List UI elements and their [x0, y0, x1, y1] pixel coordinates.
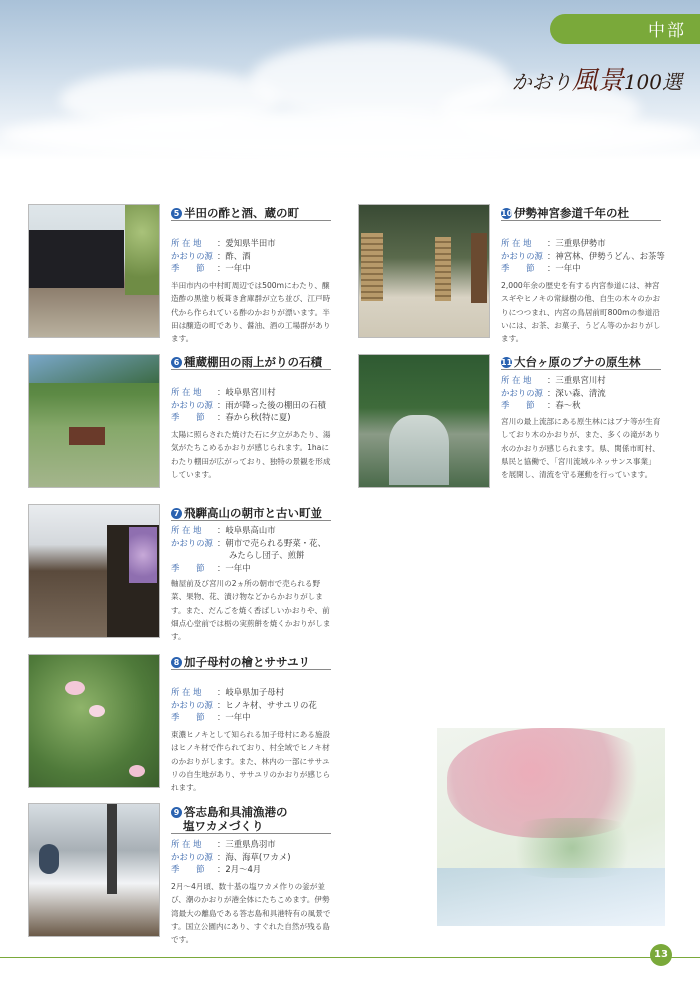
- entry-description: 半田市内の中村町周辺では500mにわたり、醸造酢の黒塗り板葺き倉庫群が立ち並び、江戸時代から作られている酢のかおりが漂います。半田は醸造の町であり、醤油、酒の工場群があります。: [171, 281, 331, 344]
- entry-description: 宮川の最上流部にある原生林にはブナ等が生育しており木のかおりが、また、多くの滝があり水のかおりが感じられます。県、関係市町村、県民と協働で、「宮川流域ルネッサンス事業」を展開し、清流を守る運動を行っています。: [501, 417, 661, 480]
- footer-rule: [0, 957, 700, 958]
- entry-title-line2: 塩ワカメづくり: [183, 819, 264, 833]
- entry-description: 2,000年余の歴史を有する内宮参道には、神宮スギやヒノキの常緑樹の他、自生の木々のかおりにつつまれ、内宮の鳥居前町800mの参道沿いには、お茶、お菓子、うどん等のかおりがします。: [501, 281, 661, 344]
- entry-meta: 所 在 地 ：岐阜県宮川村 かおりの源 ：雨が降った後の棚田の石積 季 節 ：春から秋(特に夏): [171, 387, 326, 422]
- entry-description: 東濃ヒノキとして知られる加子母村にある施設はヒノキ材で作られており、村全域でヒノキ材のかおりがします。また、林内の一部にササユリの自生地があり、ササユリのかおりが感じられます。: [171, 730, 331, 793]
- entry-title: 9 答志島和具浦漁港の: [171, 804, 288, 820]
- decorative-azalea-stream-photo: [437, 728, 665, 926]
- entry-meta: 所 在 地 ：岐阜県高山市 かおりの源 ：朝市で売られる野菜・花、 みたらし団子、煎餅 季 節 ：一年中: [171, 525, 326, 573]
- entry-description: 2月～4月頃、数十基の塩ワカメ作りの釜が並び、潮のかおりが港全体にたちこめます。伊勢湾最大の離島である答志島和具港特有の風景です。国立公園内にあり、すぐれた自然が残る島です。: [171, 882, 331, 945]
- photo-handa-warehouses: [28, 204, 160, 338]
- entry-meta: 所 在 地 ：三重県鳥羽市 かおりの源 ：海、海草(ワカメ) 季 節 ：2月～4月: [171, 839, 291, 874]
- entry-meta: 所 在 地 ：三重県宮川村 かおりの源 ：深い森、清流 季 節 ：春～秋: [501, 375, 606, 410]
- entry-meta: 所 在 地 ：岐阜県加子母村 かおりの源 ：ヒノキ材、ササユリの花 季 節 ：一年中: [171, 687, 317, 722]
- entry-title: 8 加子母村の檜とササユリ: [171, 654, 310, 670]
- photo-sasayuri-lilies: [28, 654, 160, 788]
- entry-title: 10 伊勢神宮参道千年の杜: [501, 206, 629, 220]
- entry-title: 5 半田の酢と酒、蔵の町: [171, 205, 299, 221]
- entry-title: 7 飛騨高山の朝市と古い町並: [171, 505, 322, 521]
- photo-tanezo-terraces: [28, 354, 160, 488]
- entry-meta: 所 在 地 ：三重県伊勢市 かおりの源 ：神宮林、伊勢うどん、お茶等 季 節 ：一年中: [501, 238, 665, 273]
- entry-title: 11 大台ヶ原のブナの原生林: [501, 355, 641, 369]
- photo-ise-shrine-forest: [358, 204, 490, 338]
- photo-takayama-street: [28, 504, 160, 638]
- brand-logo: かおり風景100選: [511, 66, 682, 96]
- page-number: 13: [650, 944, 672, 966]
- region-label: 中部: [648, 21, 686, 41]
- entry-description: 太陽に照らされた焼けた石に夕立があたり、湯気がたちこめるかおりが感じられます。1haにわたり棚田が広がっており、独特の景観を形成しています。: [171, 430, 331, 479]
- entry-description: 軸屋前及び宮川の2ヵ所の朝市で売られる野菜、果物、花、漬け物などからかおりがします。また、だんごを焼く香ばしいかおりや、前畑点心堂前では栃の実煎餅を焼くかおりがします。: [171, 579, 331, 642]
- photo-wakame-harbor: [28, 803, 160, 937]
- photo-odaigahara-gorge: [358, 354, 490, 488]
- entry-meta: 所 在 地 ：愛知県半田市 かおりの源 ：酢、酒 季 節 ：一年中: [171, 238, 276, 273]
- entry-title: 6 種蔵棚田の雨上がりの石積: [171, 354, 322, 370]
